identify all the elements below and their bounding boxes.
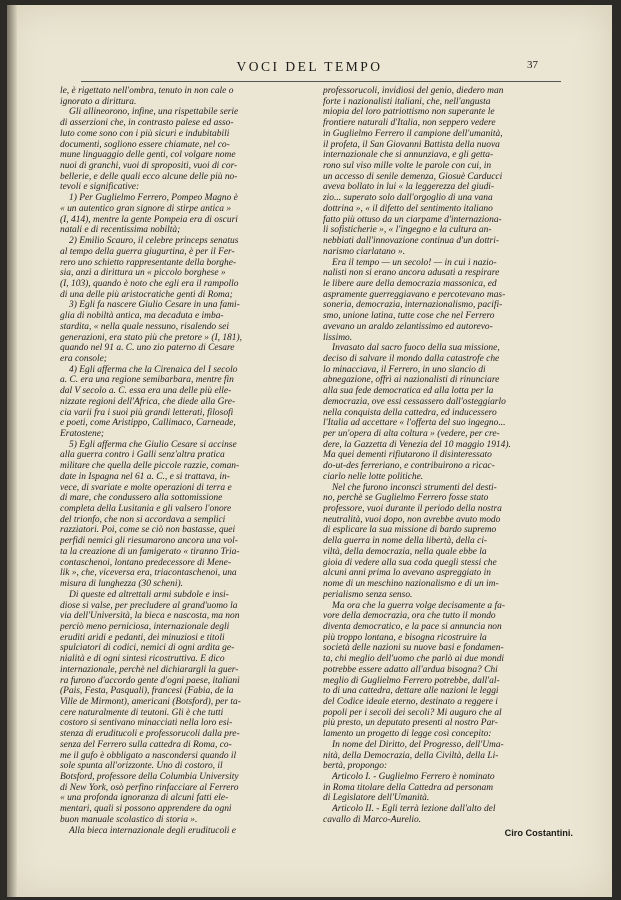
text-line: do-ut-des ferreriano, e contribuirono a ricac- [323, 461, 495, 472]
text-line: professore, vuoi durante il periodo della nostra [323, 504, 502, 515]
text-line: me il gufo è obbligato a nascondersi quando il [60, 750, 237, 761]
text-line: nome di un meschino nazionalismo e di un im- [323, 579, 499, 590]
text-line: ta, chi meglio dell'uomo che parlò ai due mondi [323, 654, 505, 665]
text-line: diventa democratico, e la pace si annuncia non [323, 621, 502, 632]
text-line: documenti, sogliono essere chiamate, nel co- [60, 139, 230, 150]
page-spine-shadow [7, 5, 17, 897]
text-line: (I, 414), mentre la gente Pompeia era di oscuri [60, 214, 238, 225]
text-line: Nel che furono inconsci strumenti del desti- [332, 482, 497, 493]
text-line: mune linguaggio delle genti, col volgare nome [60, 150, 236, 161]
text-line: più presto, un deputato presenti al nostro Par- [323, 718, 498, 729]
text-line: le libere aure della democrazia massonica, ed [323, 278, 497, 289]
text-line: (I, 103), quando è noto che egli era il rampollo [60, 278, 239, 289]
text-line: nalisti non si erano ancora adusati a respirare [323, 268, 500, 279]
text-line: stardita, « nella quale nessuno, risalendo sei [60, 321, 229, 332]
text-line: vore della democrazia, ora che tutto il mondo [323, 611, 496, 622]
text-line: mentari, quali si possono apprendere da ogni [60, 804, 232, 815]
text-line: vece, di svariate e molte operazioni di terra e [60, 482, 232, 493]
text-line: per un'opera di alta coltura » (vedere, per cre- [323, 429, 500, 439]
text-line: internazionale che si annunziava, e gli getta- [323, 150, 494, 161]
text-line: Era il tempo — un secolo! — in cui i nazio- [332, 257, 497, 268]
text-line: internazionale, perchè nel dichiarargli la guer- [60, 664, 239, 675]
text-line: Di queste ed altrettali armi subdole e insi- [69, 589, 229, 600]
text-line: viltà, della democrazia, nella quale ebbe la [323, 546, 487, 557]
text-line: 5) Egli afferma che Giulio Cesare si accinse [69, 439, 237, 450]
text-line: completa della Lusitania e gli valsero l'onore [60, 504, 232, 515]
text-line: fatto più ottuso da un ciarpame d'internaziona- [323, 214, 502, 225]
text-line: cia varii fra i suoi più grandi letterati, filosofi [60, 407, 234, 418]
text-line: rero uno schietto rappresentante della borghe- [60, 257, 237, 268]
text-line: alla sua fede democratica ed alla lotta per la [323, 386, 494, 397]
text-line: professorucoli, invidiosi del genio, diedero man [323, 86, 504, 96]
text-line: del trionfo, che non si accordava a semplici [60, 514, 226, 525]
text-line: Ma ora che la guerra volge decisamente a fa- [332, 600, 505, 611]
text-line: Ma quei dementi rifiutarono il disinteressato [323, 450, 492, 461]
text-line: un accesso di senile demenza, Giosuè Carducci [323, 171, 503, 182]
text-line: 1) Per Guglielmo Ferrero, Pompeo Magno è [69, 193, 238, 204]
text-line: ta la creazione di un famigerato « tiranno Tria- [60, 546, 240, 557]
text-line: dere, la Gazzetta di Venezia del 10 maggio 1914). [323, 439, 511, 450]
page-number: 37 [527, 59, 538, 71]
left-column [60, 86, 310, 876]
text-line: to di una cattedra, dettare alle nazioni le leggi [323, 686, 499, 697]
text-line: 4) Egli afferma che la Cirenaica del I secolo [69, 364, 238, 375]
text-line: forte i nazionalisti italiani, che, nell'angusta [323, 96, 491, 107]
text-line: dottrina », « il difetto del sentimento italiano [323, 203, 493, 214]
text-line: quando nel 91 a. C. uno zio paterno di Cesare [60, 343, 235, 354]
text-line: stenza di eruditucoli e professorucoli dalla pre- [60, 729, 240, 740]
text-line: l'Italia ad accettare « l'offerta del suo ingegno... [323, 418, 506, 429]
text-line: soneria, democrazia, internazionalismo, pacifi- [323, 300, 503, 311]
text-line: sole spunta all'orizzonte. Uno di costoro, il [60, 761, 223, 772]
text-line: potrebbe essere adatto all'ardua bisogna? Chi [323, 664, 498, 675]
text-line: Articolo II. - Egli terrà lezione dall'alto del [332, 804, 496, 815]
text-line: ra furono d'accordo gente d'ogni paese, italiani [60, 675, 240, 686]
author-signature: Ciro Costantini. [504, 827, 573, 838]
text-line: società delle nazioni su nuove basi e fondamen- [323, 643, 504, 654]
text-line: perfidi nemici gli riesumarono ancora una vol- [60, 536, 238, 547]
text-line: Articolo I. - Guglielmo Ferrero è nominato [332, 772, 495, 782]
text-line: di mare, che condussero alla sottomissione [60, 493, 223, 504]
text-line: sia, anzi a dirittura un « piccolo borghese » [60, 268, 226, 279]
text-line: di asserzioni che, in contrasto palese ed asso- [60, 118, 234, 129]
text-line: razziatori. Poi, come se ciò non bastasse, quei [60, 525, 236, 536]
text-line: in Guglielmo Ferrero il campione dell'umanità, [323, 128, 503, 139]
text-line: abnegazione, offrì ai nazionalisti di rinunciare [323, 375, 500, 386]
text-line: lo minacciava, il Ferrero, in uno slancio di [323, 364, 486, 375]
text-line: glia di nobiltà antica, ma decaduta e imba- [60, 311, 224, 322]
text-line: avevano un araldo zelantissimo ed autorevo- [323, 321, 493, 332]
text-line: ciarlo nelle lotte politiche. [323, 471, 424, 482]
text-line: perciò meno perniciosa, internazionale degli [60, 621, 230, 632]
text-line: costoro si sentivano minacciati nella loro esi- [60, 718, 233, 729]
text-line: rono sul viso mille volte le parole con cui, in [323, 161, 492, 172]
text-line: lik », che, viceversa era, triacontaschenoi, una [60, 568, 237, 579]
text-line: nialità e di ogni sintesi ricostruttiva. E dico [60, 654, 225, 665]
right-column [323, 86, 573, 876]
text-line: in Roma titolare della Cattedra ad personam [323, 782, 494, 793]
text-line: Eratostene; [60, 429, 105, 439]
text-line: a. C. era una regione semibarbara, mentre fin [60, 375, 234, 386]
text-line: aspramente guerreggiavano e percotevano mas- [323, 289, 506, 300]
text-line: Alla bieca internazionale degli eruditucoli e [69, 825, 236, 836]
text-line: eruditi aridi e pedanti, dei minuziosi e titoli [60, 632, 225, 643]
text-line: In nome del Diritto, del Progresso, dell'Uma- [332, 739, 504, 750]
text-line: nella conquista della cattedra, ed inducessero [323, 407, 497, 418]
text-line: generazioni, era stato più che pretore » (I, 181), [60, 332, 242, 343]
text-line: diose si valse, per precludere al grand'uomo la [60, 600, 238, 611]
text-line: alla guerra contro i Galli senz'altra pratica [60, 450, 225, 461]
text-line: li sofisticherie », « l'ingegno e la cultura an- [323, 225, 492, 236]
text-line: smo, unione latina, tutte cose che nel Ferrero [323, 311, 495, 322]
text-line: lissimo. [323, 332, 353, 343]
text-line: di una delle più aristocratiche genti di Roma; [60, 289, 233, 300]
text-line: perialismo senza senso. [323, 589, 413, 600]
text-line: bertà, propongo: [323, 761, 388, 772]
text-line: di New York, osò perfino rinfacciare al Ferrero [60, 782, 239, 793]
text-line: spulciatori di codici, nemici di ogni ardita ge- [60, 643, 235, 654]
text-line: narismo ciarlatano ». [323, 246, 406, 257]
text-line: no, perchè se Guglielmo Ferrero fosse stato [323, 493, 489, 504]
text-line: era console; [60, 353, 107, 364]
text-line: buon manuale scolastico di storia ». [60, 814, 198, 825]
text-line: meglio di Guglielmo Ferrero potrebbe, dall'al- [323, 675, 500, 686]
text-line: al tempo della guerra giugurtina, è per il Fer- [60, 246, 235, 257]
text-line: natali e di recentissima nobiltà; [60, 225, 181, 236]
text-line: misura di lunghezza (30 scheni). [60, 579, 183, 590]
running-header [7, 59, 612, 79]
text-line: della guerra in nome della libertà, della ci- [323, 536, 488, 547]
text-line: deciso di salvare il mondo dalla catastrofe che [323, 353, 500, 364]
text-line: Invasato dal sacro fuoco della sua missione, [332, 343, 500, 354]
text-line: ignorato a dirittura. [60, 96, 137, 107]
text-line: popoli per i secoli dei secoli? Mi auguro che al [323, 707, 502, 718]
text-line: contaschenoi, lontano predecessore di Mene- [60, 557, 231, 568]
text-line: 2) Emilio Scauro, il celebre princeps senatus [69, 236, 239, 247]
text-line: gioia di vedere alla sua coda quegli stessi che [323, 557, 497, 568]
text-line: 3) Egli fa nascere Giulio Cesare in una fami- [69, 300, 240, 311]
header-title: VOCI DEL TEMPO [236, 59, 383, 74]
text-line: cavallo di Marco-Aurelio. [323, 814, 422, 825]
text-line: nebbiati dall'innovazione continua d'un dottri- [323, 236, 499, 247]
text-line: militare che quella delle piccole razzie, coman- [60, 461, 240, 472]
text-line: « una profonda ignoranza di alcuni fatti ele- [60, 793, 229, 804]
text-line: nità, della Democrazia, della Civiltà, della Li- [323, 750, 499, 761]
text-line: frontiere naturali d'Italia, non seppero vedere [323, 118, 496, 129]
text-line: bellerie, e delle quali ecco alcune delle più no- [60, 171, 238, 182]
text-line: cere naturalmente di teutoni. Gli è che tutti [60, 707, 224, 718]
header-rule [81, 81, 561, 82]
text-line: (Pais, Festa, Pasquali), francesi (Fabia, de la [60, 686, 234, 697]
text-line: democrazia, ove essi cessassero dall'osteggiarlo [323, 396, 506, 407]
text-line: di esplicare la sua missione di bardo supremo [323, 525, 497, 536]
text-line: e poeti, come Aristippo, Callimaco, Carneade, [60, 418, 236, 429]
text-line: Gli allineorono, infine, una rispettabile serie [69, 107, 239, 118]
text-line: lamento un progetto di legge così concepito: [323, 729, 492, 740]
text-line: miopia del loro patriottismo non superante le [323, 107, 495, 118]
text-line: via dell'Università, la bieca e nascosta, ma non [60, 611, 240, 622]
text-line: alcuni anni prima lo avevano aspreggiato in [323, 568, 491, 579]
scanned-page [7, 5, 612, 897]
text-line: del Codice ideale eterno, destinato a reggere i [323, 696, 498, 707]
text-line: zio... superato solo dall'orgoglio di una vana [323, 193, 493, 204]
text-line: di Legislatore dell'Umanità. [323, 793, 430, 804]
text-line: tevoli e significative: [60, 182, 140, 193]
text-line: nizzate regioni dell'Africa, che diede alla Gre- [60, 396, 236, 407]
text-line: luto come sono con i più sicuri e indubitabili [60, 128, 230, 139]
text-line: « un autentico gran signore di stirpe antica » [60, 203, 232, 214]
text-line: date in Ispagna nel 61 a. C., e si trattava, in- [60, 471, 230, 482]
text-line: il profeta, il San Giovanni Battista della nuova [323, 139, 500, 150]
text-line: aveva bollato in lui « la leggerezza del giudi- [323, 182, 495, 193]
text-line: neutralità, vuoi dopo, non avrebbe avuto modo [323, 514, 501, 525]
text-line: nuoi di granchi, vuoi di spropositi, vuoi di cor- [60, 161, 238, 172]
text-line: dal V secolo a. C. essa era una delle più elle- [60, 386, 232, 397]
text-line: più troppo lontana, e bisogna ricostruire la [323, 632, 487, 643]
text-line: Botsford, professore della Columbia University [60, 772, 239, 782]
text-line: senza del Ferrero sulla cattedra di Roma, co- [60, 739, 232, 750]
text-line: Ville de Mirmont), americani (Botsford), per ta- [60, 696, 241, 707]
text-line: le, è rigettato nell'ombra, tenuto in non cale o [60, 86, 234, 96]
